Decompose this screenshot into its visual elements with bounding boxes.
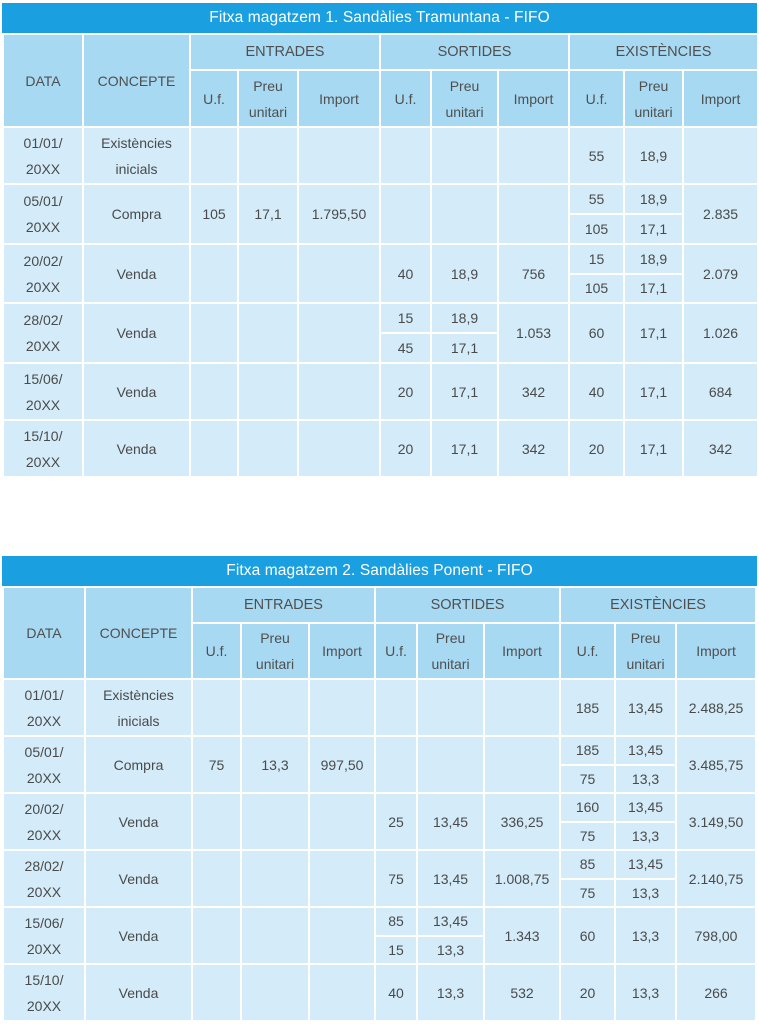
output-price-cell: 18,9: [431, 244, 498, 303]
output-units-cell: [375, 679, 417, 736]
date-line: 20XX: [25, 453, 61, 470]
stock-price-cell: 17,1: [624, 214, 683, 244]
date-cell: [3, 420, 83, 477]
table-header: [3, 587, 756, 679]
entry-price-cell: [241, 679, 309, 736]
entry-units-cell: [190, 420, 238, 477]
date-line: 15/10/: [23, 427, 63, 444]
entry-amount-cell: [298, 363, 380, 420]
inventory-card-2: [2, 556, 757, 1022]
column-header-amount: Import: [683, 70, 758, 127]
concept-cell: Compra: [85, 736, 192, 793]
date-line: 20XX: [25, 160, 61, 177]
table-row: [3, 679, 756, 736]
date-cell: [3, 303, 83, 363]
entry-units-cell: [192, 793, 241, 850]
date-line: 01/01/: [23, 134, 63, 151]
entry-amount-cell: [309, 907, 375, 964]
entry-units-cell: [190, 127, 238, 184]
date-cell: [3, 964, 85, 1021]
output-units-cell: 85: [375, 907, 417, 936]
group-header-entries: ENTRADES: [190, 34, 380, 70]
output-amount-cell: 756: [498, 244, 569, 303]
table-row: [3, 184, 758, 214]
column-header-units: U.f.: [569, 70, 624, 127]
output-units-cell: 15: [375, 936, 417, 965]
entry-amount-cell: [309, 850, 375, 907]
entry-amount-cell: [309, 793, 375, 850]
header-text-line: Preu: [435, 630, 466, 646]
column-header-date: DATA: [3, 34, 83, 127]
date-line: 05/01/: [23, 193, 63, 209]
concept-cell: [85, 679, 192, 736]
stock-amount-cell: 2.835: [683, 184, 758, 244]
entry-price-cell: [241, 907, 309, 964]
column-header-unit-price: [431, 70, 498, 127]
header-text-line: unitari: [255, 656, 295, 672]
header-text-line: Preu: [449, 77, 480, 94]
output-price-cell: [431, 184, 498, 244]
stock-units-cell: 60: [560, 907, 615, 964]
output-price-cell: [417, 736, 484, 793]
output-units-cell: 40: [380, 244, 431, 303]
inventory-table: [2, 586, 757, 1022]
output-amount-cell: [498, 184, 569, 244]
date-line: 20XX: [26, 883, 62, 900]
stock-price-cell: 17,1: [624, 420, 683, 477]
table-row: [3, 363, 758, 420]
column-header-unit-price: [615, 623, 676, 679]
output-amount-cell: 336,25: [484, 793, 560, 850]
output-units-cell: [380, 184, 431, 244]
entry-price-cell: [238, 303, 298, 363]
output-price-cell: 13,45: [417, 850, 484, 907]
group-header-outputs: SORTIDES: [380, 34, 569, 70]
date-line: 15/10/: [24, 971, 64, 988]
date-line: 01/01/: [24, 686, 64, 703]
entry-units-cell: [192, 964, 241, 1021]
header-text-line: unitari: [445, 103, 484, 120]
date-line: 05/01/: [24, 743, 64, 760]
entry-units-cell: 105: [190, 184, 238, 244]
output-amount-cell: [484, 736, 560, 793]
inventory-card-title: Fitxa magatzem 2. Sandàlies Ponent - FIFO: [2, 556, 757, 586]
date-cell: [3, 363, 83, 420]
entry-amount-cell: 997,50: [309, 736, 375, 793]
output-amount-cell: 342: [498, 363, 569, 420]
concept-cell: Compra: [83, 184, 190, 244]
column-header-units: U.f.: [380, 70, 431, 127]
concept-line: inicials: [117, 712, 160, 729]
output-price-cell: 17,1: [431, 420, 498, 477]
output-price-cell: 13,45: [417, 907, 484, 936]
stock-price-cell: 13,3: [615, 907, 676, 964]
output-amount-cell: 1.053: [498, 303, 569, 363]
column-header-unit-price: [417, 623, 484, 679]
entry-price-cell: [238, 127, 298, 184]
column-header-units: U.f.: [375, 623, 417, 679]
output-units-cell: 20: [380, 420, 431, 477]
entry-units-cell: [192, 850, 241, 907]
stock-amount-cell: 3.485,75: [676, 736, 756, 793]
stock-units-cell: 20: [560, 964, 615, 1021]
column-header-concept: CONCEPTE: [83, 34, 190, 127]
stock-units-cell: 20: [569, 420, 624, 477]
concept-line: Existències: [101, 134, 172, 151]
stock-price-cell: 13,3: [615, 765, 676, 794]
date-line: 28/02/: [24, 857, 64, 874]
column-header-amount: Import: [309, 623, 375, 679]
column-header-units: U.f.: [190, 70, 238, 127]
concept-cell: Venda: [85, 850, 192, 907]
column-header-amount: Import: [484, 623, 560, 679]
output-amount-cell: 342: [498, 420, 569, 477]
date-cell: [3, 907, 85, 964]
stock-price-cell: 13,3: [615, 964, 676, 1021]
date-line: 20XX: [26, 997, 62, 1014]
entry-amount-cell: [298, 420, 380, 477]
stock-units-cell: 105: [569, 274, 624, 304]
stock-units-cell: 75: [560, 822, 615, 851]
concept-cell: Venda: [85, 964, 192, 1021]
stock-price-cell: 17,1: [624, 363, 683, 420]
column-header-units: U.f.: [192, 623, 241, 679]
stock-units-cell: 160: [560, 793, 615, 822]
entry-price-cell: 13,3: [241, 736, 309, 793]
entry-units-cell: [192, 907, 241, 964]
stock-amount-cell: [683, 127, 758, 184]
output-price-cell: 17,1: [431, 333, 498, 363]
output-price-cell: 17,1: [431, 363, 498, 420]
entry-price-cell: [241, 850, 309, 907]
output-units-cell: 15: [380, 303, 431, 333]
stock-price-cell: 18,9: [624, 127, 683, 184]
stock-units-cell: 185: [560, 679, 615, 736]
date-cell: [3, 127, 83, 184]
date-line: 20/02/: [24, 800, 64, 817]
date-cell: [3, 736, 85, 793]
table-row: [3, 736, 756, 765]
output-amount-cell: 1.343: [484, 907, 560, 964]
date-line: 20XX: [26, 769, 62, 786]
inventory-card-title: Fitxa magatzem 1. Sandàlies Tramuntana - FIFO: [2, 3, 757, 33]
stock-units-cell: 55: [569, 184, 624, 214]
column-header-concept: CONCEPTE: [85, 587, 192, 679]
concept-cell: Venda: [83, 420, 190, 477]
output-units-cell: 40: [375, 964, 417, 1021]
stock-price-cell: 17,1: [624, 303, 683, 363]
stock-units-cell: 55: [569, 127, 624, 184]
table-row: [3, 127, 758, 184]
output-amount-cell: 532: [484, 964, 560, 1021]
output-price-cell: [417, 679, 484, 736]
date-line: 15/06/: [23, 370, 63, 387]
output-price-cell: 13,45: [417, 793, 484, 850]
entry-amount-cell: [298, 127, 380, 184]
date-cell: [3, 793, 85, 850]
column-header-unit-price: [241, 623, 309, 679]
stock-amount-cell: 2.488,25: [676, 679, 756, 736]
entry-price-cell: [241, 964, 309, 1021]
column-header-amount: Import: [676, 623, 756, 679]
column-header-amount: Import: [498, 70, 569, 127]
table-row: [3, 850, 756, 879]
stock-units-cell: 75: [560, 765, 615, 794]
column-header-unit-price: [238, 70, 298, 127]
output-units-cell: 45: [380, 333, 431, 363]
output-units-cell: 75: [375, 850, 417, 907]
output-amount-cell: [484, 679, 560, 736]
date-line: 20XX: [25, 338, 61, 354]
table-row: [3, 964, 756, 1021]
stock-price-cell: 13,45: [615, 736, 676, 765]
stock-units-cell: 40: [569, 363, 624, 420]
date-line: 20XX: [26, 826, 62, 843]
group-header-outputs: SORTIDES: [375, 587, 560, 623]
date-line: 15/06/: [24, 914, 64, 931]
group-header-entries: ENTRADES: [192, 587, 375, 623]
inventory-table: [2, 33, 759, 478]
inventory-card-1: [2, 3, 757, 478]
concept-line: Existències: [103, 686, 174, 703]
stock-price-cell: 18,9: [624, 184, 683, 214]
concept-cell: [83, 127, 190, 184]
header-text-line: unitari: [431, 656, 470, 672]
date-line: 20XX: [26, 712, 62, 729]
stock-units-cell: 15: [569, 244, 624, 274]
stock-amount-cell: 266: [676, 964, 756, 1021]
stock-price-cell: 13,45: [615, 679, 676, 736]
stock-amount-cell: 2.140,75: [676, 850, 756, 907]
date-line: 20XX: [25, 396, 61, 413]
entry-amount-cell: [309, 679, 375, 736]
stock-amount-cell: 684: [683, 363, 758, 420]
column-header-units: U.f.: [560, 623, 615, 679]
column-header-unit-price: [624, 70, 683, 127]
entry-units-cell: 75: [192, 736, 241, 793]
entry-units-cell: [190, 244, 238, 303]
column-header-amount: Import: [298, 70, 380, 127]
entry-amount-cell: [298, 244, 380, 303]
stock-amount-cell: 1.026: [683, 303, 758, 363]
header-text-line: Preu: [630, 630, 661, 646]
table-row: [3, 244, 758, 274]
date-line: 20/02/: [23, 252, 63, 269]
date-cell: [3, 679, 85, 736]
output-units-cell: 20: [380, 363, 431, 420]
date-line: 20XX: [25, 219, 61, 235]
output-units-cell: [375, 736, 417, 793]
table-row: [3, 303, 758, 333]
date-line: 20XX: [25, 278, 61, 295]
output-price-cell: [431, 127, 498, 184]
entry-price-cell: 17,1: [238, 184, 298, 244]
group-header-stock: EXISTÈNCIES: [560, 587, 756, 623]
concept-cell: Venda: [83, 363, 190, 420]
table-body: [3, 679, 756, 1021]
concept-cell: Venda: [85, 907, 192, 964]
table-row: [3, 793, 756, 822]
header-text-line: unitari: [634, 103, 673, 120]
date-cell: [3, 184, 83, 244]
entry-price-cell: [238, 244, 298, 303]
stock-units-cell: 60: [569, 303, 624, 363]
header-text-line: unitari: [248, 103, 288, 120]
date-cell: [3, 244, 83, 303]
stock-amount-cell: 342: [683, 420, 758, 477]
entry-amount-cell: 1.795,50: [298, 184, 380, 244]
stock-units-cell: 185: [560, 736, 615, 765]
output-price-cell: 13,3: [417, 936, 484, 965]
entry-price-cell: [238, 363, 298, 420]
concept-cell: Venda: [85, 793, 192, 850]
header-text-line: unitari: [626, 656, 665, 672]
table-header: [3, 34, 758, 127]
table-row: [3, 907, 756, 936]
entry-price-cell: [241, 793, 309, 850]
entry-units-cell: [190, 303, 238, 363]
output-amount-cell: 1.008,75: [484, 850, 560, 907]
column-header-date: DATA: [3, 587, 85, 679]
date-line: 28/02/: [23, 312, 63, 328]
output-price-cell: 18,9: [431, 303, 498, 333]
date-line: 20XX: [26, 940, 62, 957]
stock-amount-cell: 2.079: [683, 244, 758, 303]
entry-amount-cell: [298, 303, 380, 363]
group-header-stock: EXISTÈNCIES: [569, 34, 758, 70]
output-units-cell: 25: [375, 793, 417, 850]
stock-price-cell: 13,3: [615, 879, 676, 908]
concept-cell: Venda: [83, 303, 190, 363]
entry-units-cell: [192, 679, 241, 736]
stock-units-cell: 85: [560, 850, 615, 879]
entry-amount-cell: [309, 964, 375, 1021]
header-text-line: Preu: [260, 630, 290, 646]
output-amount-cell: [498, 127, 569, 184]
entry-units-cell: [190, 363, 238, 420]
stock-units-cell: 75: [560, 879, 615, 908]
stock-units-cell: 105: [569, 214, 624, 244]
table-row: [3, 420, 758, 477]
header-text-line: Preu: [638, 77, 669, 94]
concept-line: inicials: [115, 160, 158, 177]
output-units-cell: [380, 127, 431, 184]
date-cell: [3, 850, 85, 907]
entry-price-cell: [238, 420, 298, 477]
stock-price-cell: 13,45: [615, 850, 676, 879]
output-price-cell: 13,3: [417, 964, 484, 1021]
stock-amount-cell: 3.149,50: [676, 793, 756, 850]
stock-price-cell: 13,3: [615, 822, 676, 851]
stock-price-cell: 17,1: [624, 274, 683, 304]
stock-price-cell: 13,45: [615, 793, 676, 822]
table-body: [3, 127, 758, 477]
stock-amount-cell: 798,00: [676, 907, 756, 964]
header-text-line: Preu: [253, 77, 283, 94]
concept-cell: Venda: [83, 244, 190, 303]
stock-price-cell: 18,9: [624, 244, 683, 274]
